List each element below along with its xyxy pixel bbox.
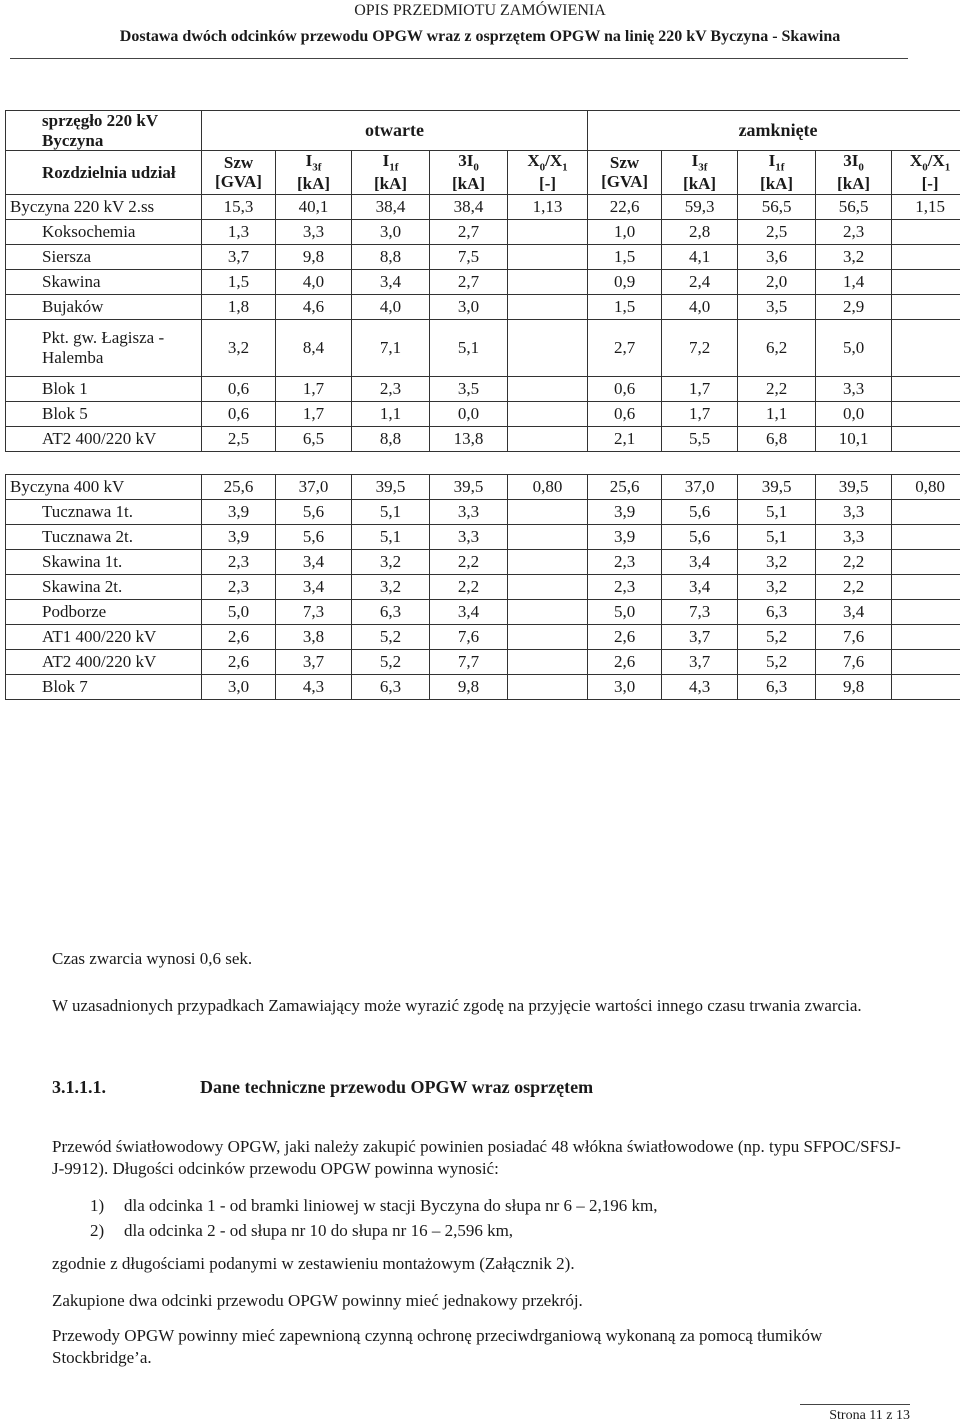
table-cell: 3,7 [662, 649, 738, 674]
damper-note: Przewody OPGW powinny mieć zapewnioną czynną ochronę przeciwdrganiową wykonaną za pomocą tłumików Stockbridge’a. [52, 1326, 823, 1368]
table-row [6, 219, 960, 244]
table-cell: 5,1 [352, 524, 430, 549]
table-row [6, 194, 960, 219]
table-cell: 13,8 [430, 426, 508, 451]
table-cell: 2,2 [816, 574, 892, 599]
table-cell: 4,1 [662, 244, 738, 269]
table-cell: 5,2 [738, 649, 816, 674]
column-unit: [-] [539, 174, 557, 194]
table-cell [508, 269, 588, 294]
table-cell: 7,3 [662, 599, 738, 624]
table-cell [892, 649, 960, 674]
table-cell: 1,15 [892, 194, 960, 219]
table-cell: 2,3 [816, 219, 892, 244]
table-cell [508, 401, 588, 426]
column-name: $I_{3f}$ [691, 151, 708, 174]
table-cell [892, 319, 960, 376]
table-cell: 40,1 [276, 194, 352, 219]
table-cell: 0,80 [892, 474, 960, 499]
table-cell: 2,2 [430, 549, 508, 574]
page-number: Strona 11 z 13 [829, 1408, 910, 1423]
table-cell: 6,2 [738, 319, 816, 376]
column-name: $X_0/X_1$ [909, 151, 951, 174]
table-cell: 5,5 [662, 426, 738, 451]
table-cell: 3,5 [738, 294, 816, 319]
table-cell: 8,8 [352, 244, 430, 269]
table-cell: 5,2 [352, 649, 430, 674]
table-cell: 15,3 [202, 194, 276, 219]
table-cell: 4,0 [662, 294, 738, 319]
table-cell: 6,3 [738, 599, 816, 624]
table-row [6, 319, 960, 376]
table-cell [508, 599, 588, 624]
section-number: 3.1.1.1. [52, 1077, 106, 1097]
station-name: Skawina 2t. [6, 574, 202, 599]
table-cell: 0,80 [508, 474, 588, 499]
table-cell [892, 549, 960, 574]
table-row [6, 474, 960, 499]
table-cell: 7,2 [662, 319, 738, 376]
column-name: $X_0/X_1$ [527, 151, 568, 174]
table-cell: 7,1 [352, 319, 430, 376]
table-cell: 3,8 [276, 624, 352, 649]
table-cell: 2,7 [588, 319, 662, 376]
table-cell: 5,6 [662, 499, 738, 524]
table-cell: 3,3 [816, 524, 892, 549]
table-cell [892, 269, 960, 294]
table-cell [508, 499, 588, 524]
station-name: Pkt. gw. Łagisza - Halemba [6, 319, 202, 376]
table-cell: 2,7 [430, 269, 508, 294]
table-cell: 3,3 [430, 524, 508, 549]
list-text: dla odcinka 1 - od bramki liniowej w stacji Byczyna do słupa nr 6 – 2,196 km, [124, 1196, 658, 1215]
table-cell [508, 649, 588, 674]
section-intro: Przewód światłowodowy OPGW, jaki należy zakupić powinien posiadać 48 włókna światłowodowe (np. typu SFPOC/SFSJ-J-9912). Długości odcinków przewodu OPGW powinna wynosić: [52, 1137, 901, 1179]
table-cell: 5,2 [738, 624, 816, 649]
column-name: $I_{3f}$ [305, 151, 322, 174]
table-cell: 7,3 [276, 599, 352, 624]
table-cell: 5,1 [738, 524, 816, 549]
document-header-title: OPIS PRZEDMIOTU ZAMÓWIENIA [354, 2, 606, 19]
table-cell: 4,3 [662, 674, 738, 699]
table-cell: 3,9 [588, 499, 662, 524]
table-cell: 3,4 [662, 549, 738, 574]
station-name: Byczyna 220 kV 2.ss [6, 194, 202, 219]
table-cell: 2,4 [662, 269, 738, 294]
table-cell: 5,1 [352, 499, 430, 524]
list-number: 1) [90, 1196, 105, 1215]
station-name: Bujaków [6, 294, 202, 319]
table-cell: 7,5 [430, 244, 508, 269]
table-cell: 2,6 [202, 624, 276, 649]
table-cell: 3,4 [276, 574, 352, 599]
table-cell: 3,3 [276, 219, 352, 244]
table-cell: 3,4 [276, 549, 352, 574]
table-cell: 3,2 [816, 244, 892, 269]
table-cell [892, 674, 960, 699]
table-cell: 1,7 [276, 401, 352, 426]
station-name: Tucznawa 2t. [6, 524, 202, 549]
table-cell: 2,3 [588, 574, 662, 599]
station-name: Siersza [6, 244, 202, 269]
table-cell [892, 219, 960, 244]
column-header [508, 151, 588, 195]
table-cell: 3,4 [662, 574, 738, 599]
table-cell: 5,6 [276, 499, 352, 524]
table-cell: 9,8 [276, 244, 352, 269]
row-header-label: Rozdzielnia udział [6, 151, 202, 195]
column-header [276, 151, 352, 195]
table-cell: 3,0 [588, 674, 662, 699]
column-name: $I_{1f}$ [382, 151, 399, 174]
table-cell: 3,3 [816, 499, 892, 524]
table-cell: 38,4 [352, 194, 430, 219]
table-cell: 2,2 [430, 574, 508, 599]
table-cell: 1,5 [588, 294, 662, 319]
table-row [6, 549, 960, 574]
table-cell: 0,6 [588, 401, 662, 426]
table-cell [892, 574, 960, 599]
list-text: dla odcinka 2 - od słupa nr 10 do słupa nr 16 – 2,596 km, [124, 1221, 514, 1240]
column-header [738, 151, 816, 195]
table-cell [892, 294, 960, 319]
column-name: $I_{1f}$ [768, 151, 785, 174]
table-cell: 3,0 [202, 674, 276, 699]
table-cell: 1,5 [588, 244, 662, 269]
table-cell: 3,2 [202, 319, 276, 376]
column-unit: [GVA] [215, 172, 262, 192]
table-cell: 3,2 [738, 574, 816, 599]
station-name: Blok 5 [6, 401, 202, 426]
station-name: AT2 400/220 kV [6, 426, 202, 451]
table-row [6, 649, 960, 674]
table-row [6, 574, 960, 599]
table-cell: 9,8 [816, 674, 892, 699]
table-cell: 0,9 [588, 269, 662, 294]
table-cell: 2,9 [816, 294, 892, 319]
table-cell [508, 376, 588, 401]
table-cell: 39,5 [738, 474, 816, 499]
column-name: Szw [609, 152, 640, 172]
column-unit: [kA] [760, 174, 794, 194]
table-cell [892, 499, 960, 524]
column-unit: [kA] [296, 174, 331, 194]
column-header [816, 151, 892, 195]
station-name: Podborze [6, 599, 202, 624]
table-cell: 37,0 [276, 474, 352, 499]
table-cell: 5,6 [662, 524, 738, 549]
table-cell: 7,7 [430, 649, 508, 674]
table-cell: 1,0 [588, 219, 662, 244]
table-cell: 3,3 [816, 376, 892, 401]
table-cell: 2,8 [662, 219, 738, 244]
table-cell: 6,5 [276, 426, 352, 451]
table-cell [892, 524, 960, 549]
table-row [6, 269, 960, 294]
column-name: $3I_0$ [458, 151, 479, 174]
table-cell: 1,8 [202, 294, 276, 319]
table-cell: 3,9 [588, 524, 662, 549]
table-cell: 10,1 [816, 426, 892, 451]
table-cell: 2,6 [202, 649, 276, 674]
section-gap-cell [6, 451, 960, 474]
column-header [430, 151, 508, 195]
table-cell: 3,7 [276, 649, 352, 674]
table-cell: 4,0 [276, 269, 352, 294]
table-row [6, 599, 960, 624]
table-cell: 3,2 [738, 549, 816, 574]
column-name: Szw [223, 152, 254, 172]
table-cell: 5,0 [202, 599, 276, 624]
table-cell: 0,0 [430, 401, 508, 426]
table-cell: 2,1 [588, 426, 662, 451]
table-cell: 0,6 [202, 376, 276, 401]
table-cell: 3,2 [352, 574, 430, 599]
footer-divider [800, 1404, 910, 1405]
column-unit: [kA] [683, 174, 717, 194]
table-cell: 7,6 [816, 649, 892, 674]
table-cell: 1,1 [352, 401, 430, 426]
table-cell [892, 599, 960, 624]
table-cell: 2,3 [352, 376, 430, 401]
section-title: Dane techniczne przewodu OPGW wraz osprzętem [200, 1077, 594, 1097]
station-name: AT2 400/220 kV [6, 649, 202, 674]
table-cell: 3,4 [352, 269, 430, 294]
table-cell: 4,6 [276, 294, 352, 319]
short-circuit-duration: Czas zwarcia wynosi 0,6 sek. [52, 949, 253, 968]
table-row [6, 401, 960, 426]
table-cell: 5,1 [738, 499, 816, 524]
table-cell: 39,5 [430, 474, 508, 499]
list-number: 2) [90, 1221, 105, 1240]
table-cell: 3,4 [430, 599, 508, 624]
table-cell: 6,3 [352, 674, 430, 699]
table-row [6, 499, 960, 524]
table-cell [508, 319, 588, 376]
table-cell: 7,6 [816, 624, 892, 649]
table-cell: 1,7 [662, 376, 738, 401]
column-unit: [GVA] [601, 172, 649, 192]
table-cell [892, 401, 960, 426]
table-row [6, 674, 960, 699]
table-cell: 22,6 [588, 194, 662, 219]
table-cell: 3,0 [352, 219, 430, 244]
table-row [6, 376, 960, 401]
table-cell: 37,0 [662, 474, 738, 499]
coupler-label: sprzęgło 220 kV Byczyna [6, 111, 202, 151]
table-cell: 1,4 [816, 269, 892, 294]
lengths-reference: zgodnie z długościami podanymi w zestawieniu montażowym (Załącznik 2). [52, 1254, 575, 1273]
table-cell: 1,7 [662, 401, 738, 426]
table-cell: 2,6 [588, 624, 662, 649]
table-cell: 6,8 [738, 426, 816, 451]
table-cell: 3,3 [430, 499, 508, 524]
table-cell: 25,6 [588, 474, 662, 499]
table-cell: 7,6 [430, 624, 508, 649]
table-cell: 3,5 [430, 376, 508, 401]
table-cell: 3,6 [738, 244, 816, 269]
table-cell: 5,0 [588, 599, 662, 624]
station-name: Skawina 1t. [6, 549, 202, 574]
table-cell [892, 376, 960, 401]
table-cell: 2,3 [202, 574, 276, 599]
table-cell: 2,3 [588, 549, 662, 574]
column-unit: [kA] [451, 174, 486, 194]
column-header [588, 151, 662, 195]
table-cell: 2,0 [738, 269, 816, 294]
table-row [6, 244, 960, 269]
column-unit: [-] [921, 174, 939, 194]
table-cell: 3,2 [352, 549, 430, 574]
table-cell: 5,1 [430, 319, 508, 376]
column-header [662, 151, 738, 195]
cross-section-note: Zakupione dwa odcinki przewodu OPGW powinny mieć jednakowy przekrój. [52, 1291, 583, 1310]
table-cell: 1,1 [738, 401, 816, 426]
table-cell [508, 294, 588, 319]
column-header [202, 151, 276, 195]
group-closed-header: zamknięte [588, 111, 960, 151]
table-cell: 39,5 [352, 474, 430, 499]
station-name: Koksochemia [6, 219, 202, 244]
table-cell [508, 549, 588, 574]
document-header-subtitle: Dostawa dwóch odcinków przewodu OPGW wraz z osprzętem OPGW na linię 220 kV Byczyna - Skawina [119, 28, 841, 45]
short-circuit-table [5, 110, 960, 700]
table-cell: 3,0 [430, 294, 508, 319]
table-cell: 6,3 [352, 599, 430, 624]
table-cell: 5,6 [276, 524, 352, 549]
station-name: Blok 1 [6, 376, 202, 401]
table-cell: 0,6 [588, 376, 662, 401]
table-cell: 2,5 [202, 426, 276, 451]
table-cell: 2,5 [738, 219, 816, 244]
station-name: Tucznawa 1t. [6, 499, 202, 524]
table-cell: 56,5 [816, 194, 892, 219]
table-cell: 1,5 [202, 269, 276, 294]
table-cell: 0,0 [816, 401, 892, 426]
table-cell [892, 244, 960, 269]
table-cell: 9,8 [430, 674, 508, 699]
header-divider [10, 58, 908, 59]
table-cell: 1,7 [276, 376, 352, 401]
table-cell: 2,3 [202, 549, 276, 574]
table-cell: 25,6 [202, 474, 276, 499]
column-header [352, 151, 430, 195]
table-cell: 6,3 [738, 674, 816, 699]
table-cell: 2,2 [816, 549, 892, 574]
station-name: Skawina [6, 269, 202, 294]
table-row [6, 426, 960, 451]
table-cell: 1,13 [508, 194, 588, 219]
column-header [892, 151, 960, 195]
table-cell [508, 574, 588, 599]
table-cell [892, 426, 960, 451]
station-name: AT1 400/220 kV [6, 624, 202, 649]
table-cell: 8,8 [352, 426, 430, 451]
table-cell: 5,2 [352, 624, 430, 649]
table-cell: 4,0 [352, 294, 430, 319]
table-cell [892, 624, 960, 649]
table-cell: 3,9 [202, 524, 276, 549]
table-cell: 2,7 [430, 219, 508, 244]
column-unit: [kA] [837, 174, 871, 194]
station-name: Byczyna 400 kV [6, 474, 202, 499]
table-cell: 38,4 [430, 194, 508, 219]
table-cell [508, 524, 588, 549]
table-row [6, 294, 960, 319]
justified-cases-note: W uzasadnionych przypadkach Zamawiający może wyrazić zgodę na przyjęcie wartości innego czasu trwania zwarcia. [52, 996, 862, 1015]
station-name: Blok 7 [6, 674, 202, 699]
table-cell [508, 624, 588, 649]
table-cell: 2,6 [588, 649, 662, 674]
table-cell: 3,4 [816, 599, 892, 624]
group-open-header: otwarte [202, 111, 588, 151]
table-cell [508, 674, 588, 699]
column-unit: [kA] [373, 174, 408, 194]
table-cell [508, 219, 588, 244]
column-name: $3I_0$ [843, 151, 864, 174]
table-cell: 8,4 [276, 319, 352, 376]
table-cell: 3,7 [662, 624, 738, 649]
table-cell: 59,3 [662, 194, 738, 219]
table-cell [508, 426, 588, 451]
table-row [6, 624, 960, 649]
table-cell: 1,3 [202, 219, 276, 244]
table-cell [508, 244, 588, 269]
table-cell: 0,6 [202, 401, 276, 426]
table-row [6, 524, 960, 549]
table-cell: 5,0 [816, 319, 892, 376]
table-cell: 3,7 [202, 244, 276, 269]
table-cell: 56,5 [738, 194, 816, 219]
table-cell: 3,9 [202, 499, 276, 524]
table-cell: 39,5 [816, 474, 892, 499]
table-cell: 4,3 [276, 674, 352, 699]
table-cell: 2,2 [738, 376, 816, 401]
section-gap [6, 451, 960, 474]
